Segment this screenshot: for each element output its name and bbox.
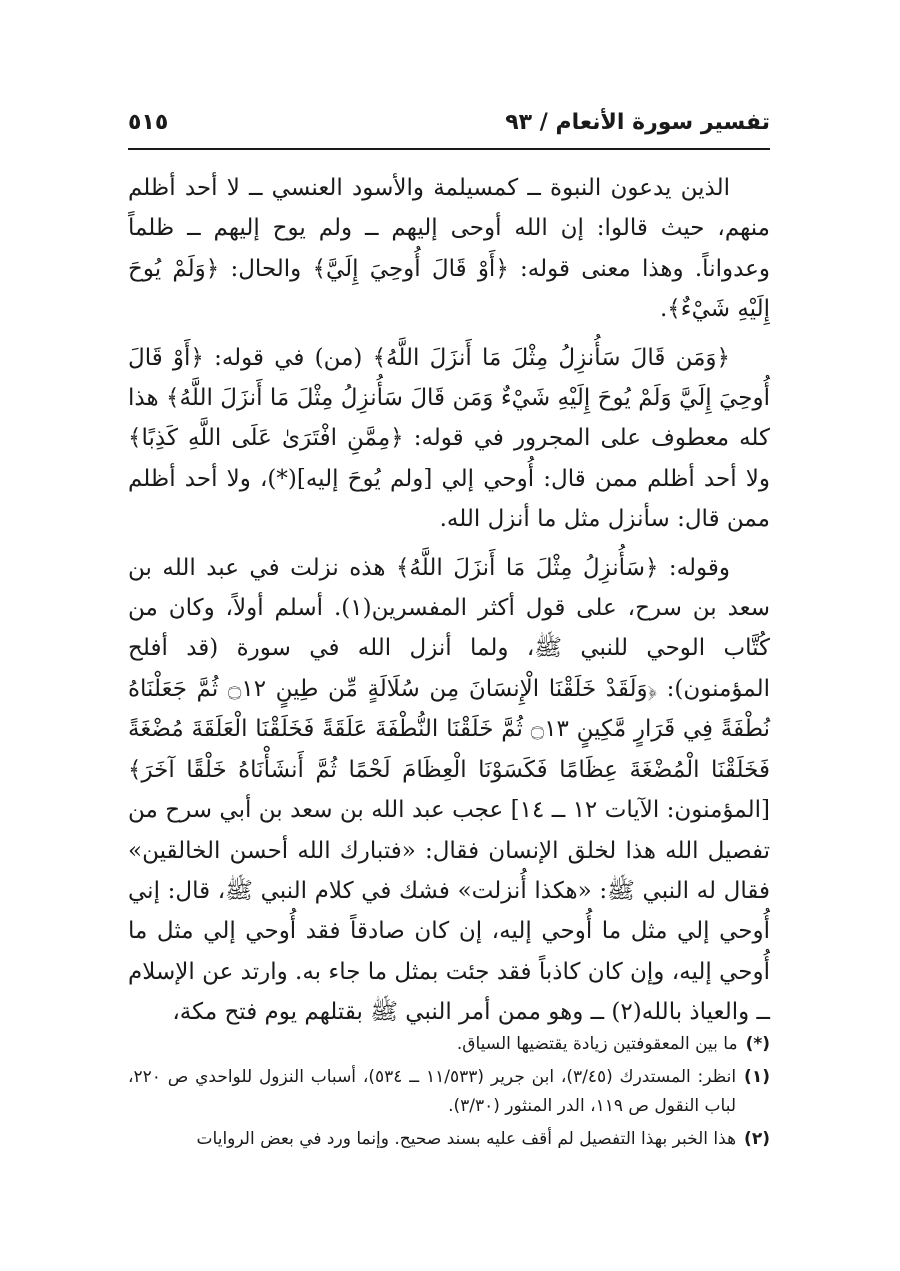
- footnote-mark: (١): [744, 1067, 770, 1087]
- page-header: [128, 108, 770, 150]
- footnote-text: هذا الخبر بهذا التفصيل لم أقف عليه بسند صحيح. وإنما ورد في بعض الروايات: [196, 1129, 737, 1149]
- footnote-mark: (*): [745, 1034, 770, 1054]
- running-title: تفسير سورة الأنعام / ٩٣: [505, 110, 770, 135]
- paragraph-1: الذين يدعون النبوة ــ كمسيلمة والأسود العنسي ــ لا أحد أظلم منهم، حيث قالوا: إن الله أوحى إليهم ــ ولم يوح إليهم ــ ظلماً وعدواناً. وهذا معنى قوله: ﴿أَوْ قَالَ أُوحِيَ إِلَيَّ﴾ والحال: ﴿وَلَمْ يُوحَ إِلَيْهِ شَيْءٌ﴾.: [128, 175, 770, 323]
- paragraph-2: ﴿وَمَن قَالَ سَأُنزِلُ مِثْلَ مَا أَنزَلَ اللَّهُ﴾ (من) في قوله: ﴿أَوْ قَالَ أُوحِيَ إِلَيَّ وَلَمْ يُوحَ إِلَيْهِ شَيْءٌ وَمَن قَالَ سَأُنزِلُ مِثْلَ مَا أَنزَلَ اللَّهُ﴾ هذا كله معطوف على المجرور في قوله: ﴿مِمَّنِ افْتَرَىٰ عَلَى اللَّهِ كَذِبًا﴾ ولا أحد أظلم ممن قال: أُوحي إلي [ولم يُوحَ إليه](*)، ولا أحد أظلم ممن قال: سأنزل مثل ما أنزل الله.: [128, 344, 770, 533]
- footnote: [128, 1030, 770, 1059]
- paragraph-3: وقوله: ﴿سَأُنزِلُ مِثْلَ مَا أَنزَلَ اللَّهُ﴾ هذه نزلت في عبد الله بن سعد بن سرح، على قول أكثر المفسرين(١). أسلم أولاً، وكان من كُتَّاب الوحي للنبي ﷺ، ولما أنزل الله في سورة (قد أفلح المؤمنون): ﴿وَلَقَدْ خَلَقْنَا الْإِنسَانَ مِن سُلَالَةٍ مِّن طِينٍ ۝١٢ ثُمَّ جَعَلْنَاهُ نُطْفَةً فِي قَرَارٍ مَّكِينٍ ۝١٣ ثُمَّ خَلَقْنَا النُّطْفَةَ عَلَقَةً فَخَلَقْنَا الْعَلَقَةَ مُضْغَةً فَخَلَقْنَا الْمُضْغَةَ عِظَامًا فَكَسَوْنَا الْعِظَامَ لَحْمًا ثُمَّ أَنشَأْنَاهُ خَلْقًا آخَرَ﴾ [المؤمنون: الآيات ١٢ ــ ١٤] عجب عبد الله بن سعد بن أبي سرح من تفصيل الله هذا لخلق الإنسان فقال: «فتبارك الله أحسن الخالقين» فقال له النبي ﷺ: «هكذا أُنزلت» فشك في كلام النبي ﷺ، قال: إني أُوحي إلي مثل ما أُوحي إليه، إن كان صادقاً فقد أُوحي إلي مثل ما أُوحي إليه، وإن كان كاذباً فقد جئت بمثل ما جاء به. وارتد عن الإسلام ــ والعياذ بالله(٢) ــ وهو ممن أمر النبي ﷺ بقتلهم يوم فتح مكة،: [128, 554, 771, 1026]
- footnote-text: ما بين المعقوفتين زيادة يقتضيها السياق.: [456, 1034, 738, 1054]
- footnote: [128, 1125, 770, 1154]
- footnote-mark: (٢): [744, 1129, 770, 1149]
- main-text: [128, 168, 770, 1041]
- page-number: ٥١٥: [128, 110, 169, 135]
- footnote: [128, 1063, 770, 1121]
- footnotes: [128, 1030, 770, 1158]
- footnote-text: انظر: المستدرك (٣/٤٥)، ابن جرير (١١/٥٣٣ ــ ٥٣٤)، أسباب النزول للواحدي ص ٢٢٠، لباب النقول ص ١١٩، الدر المنثور (٣/٣٠).: [128, 1067, 737, 1116]
